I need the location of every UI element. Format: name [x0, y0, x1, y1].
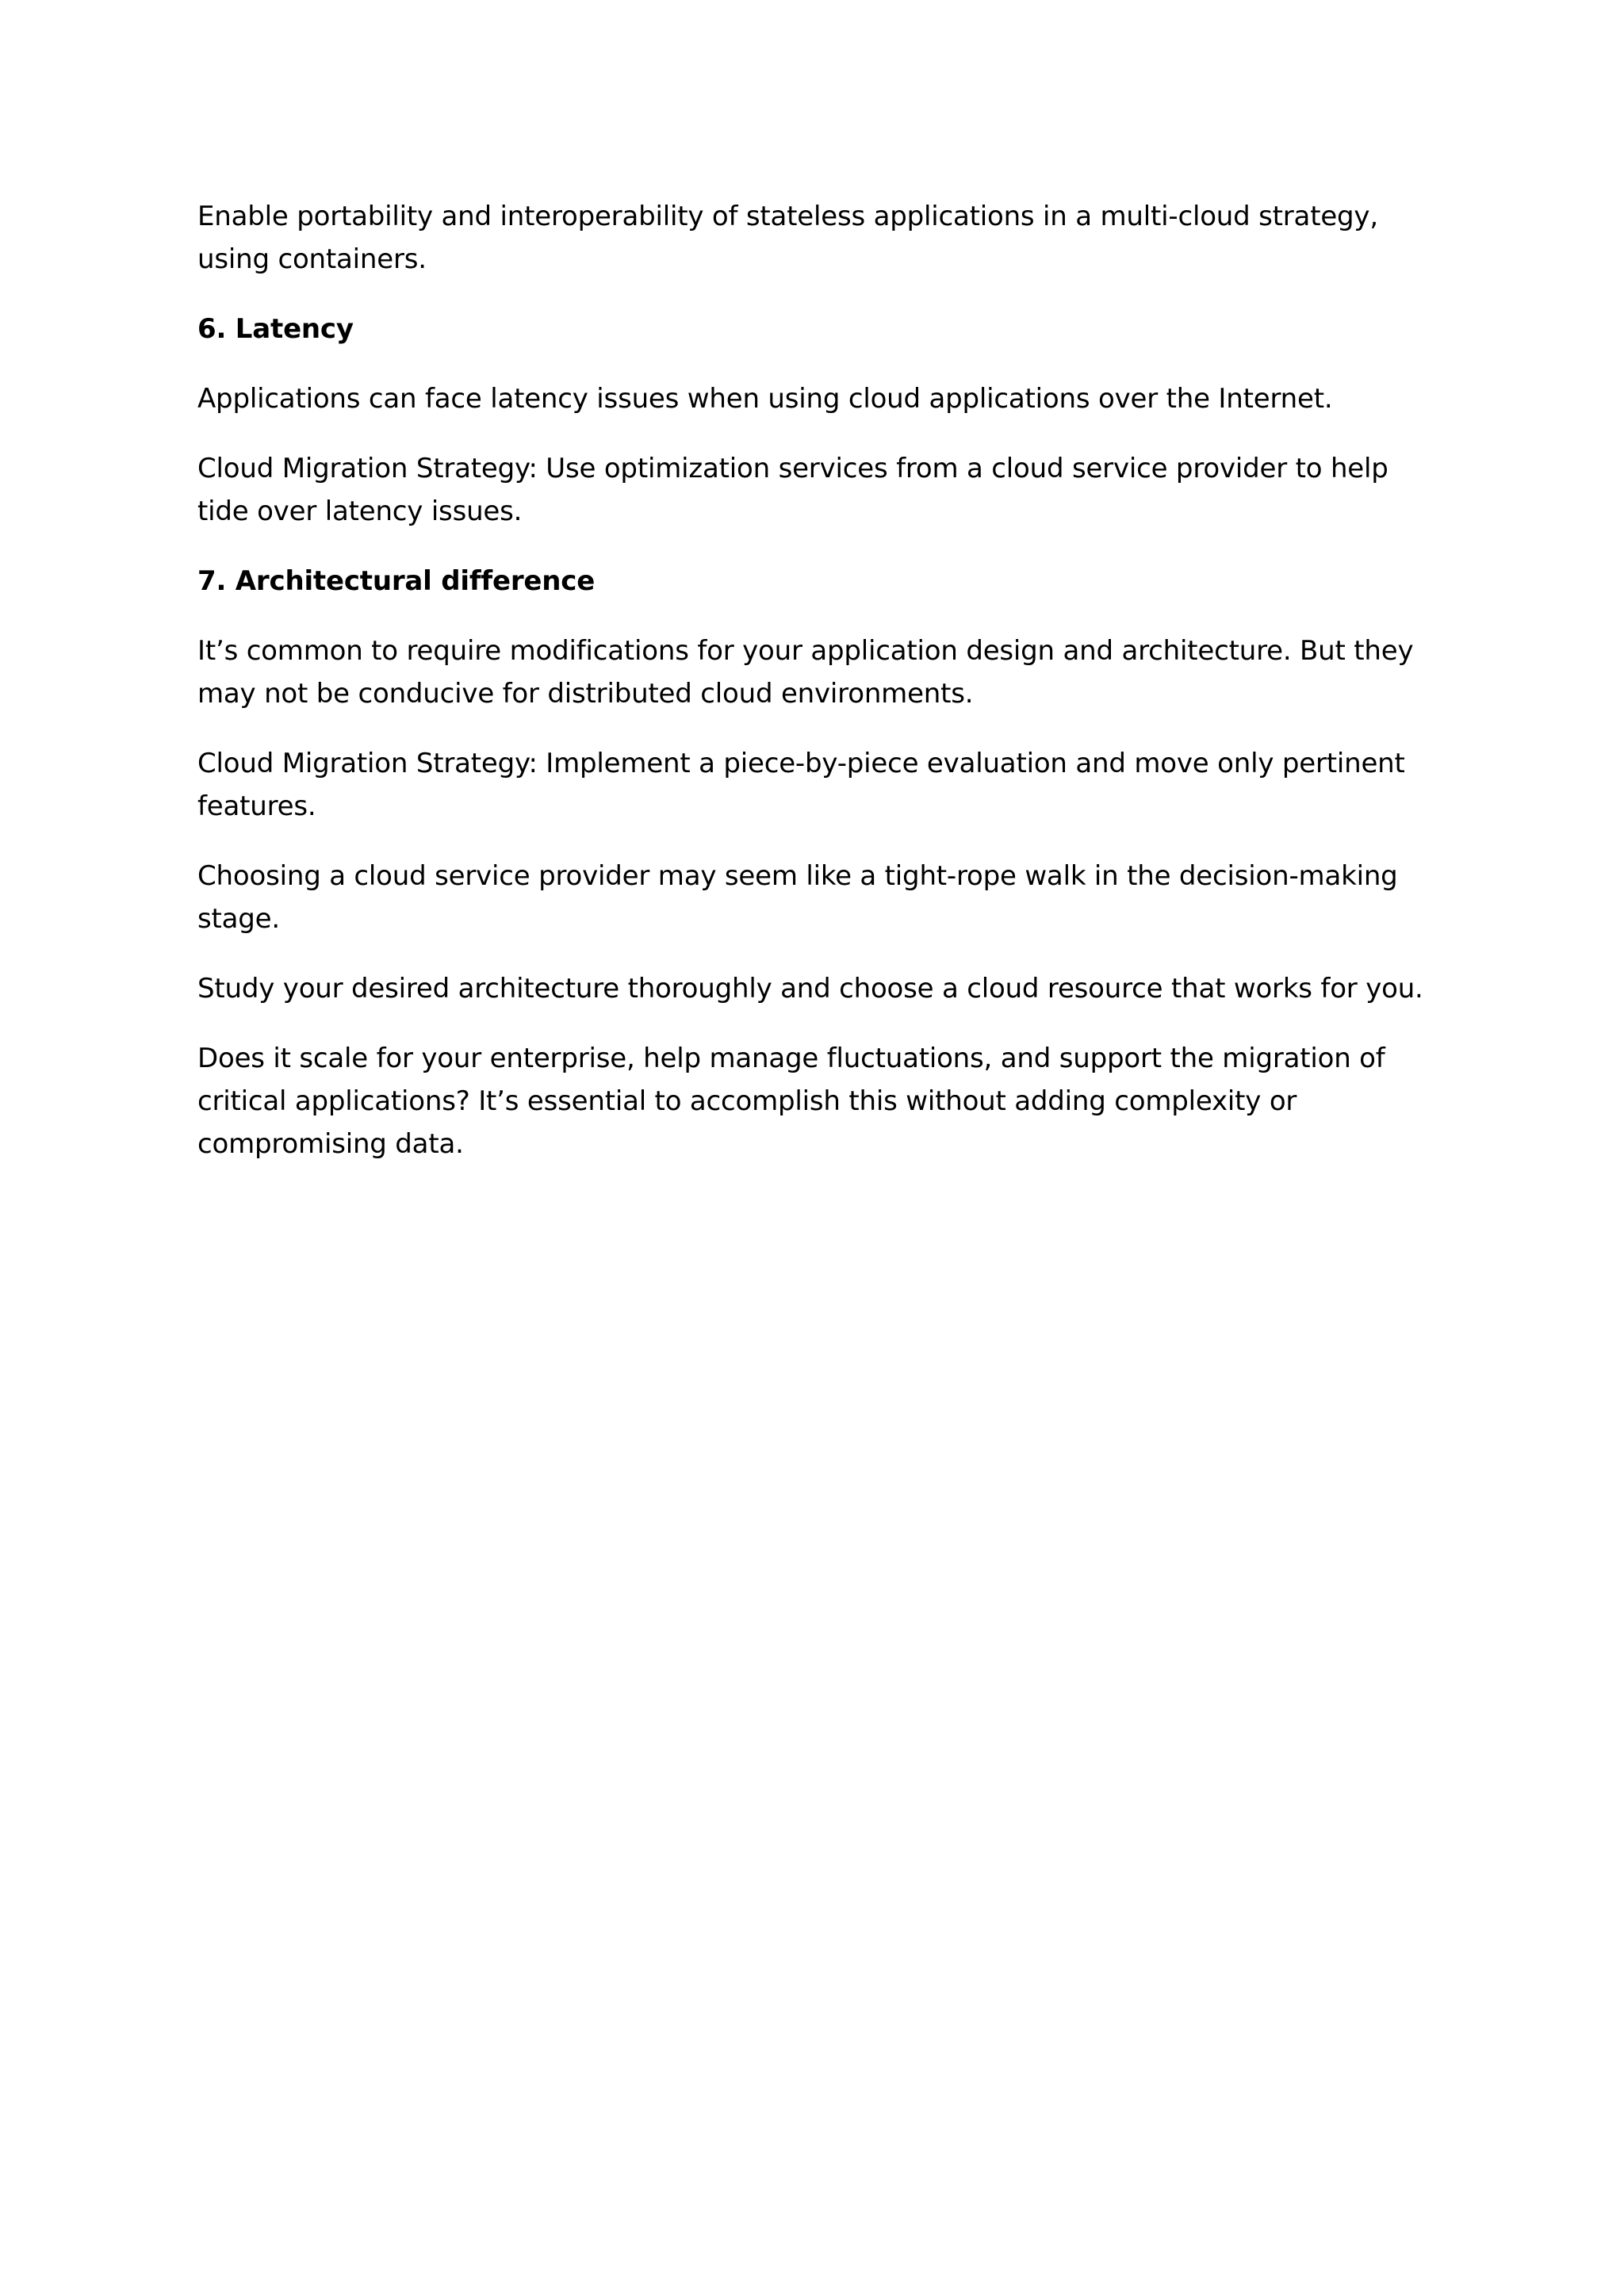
- paragraph-architecture-strategy: Cloud Migration Strategy: Implement a piece-by-piece evaluation and move only pertinent features.: [197, 748, 1405, 822]
- paragraph-architecture-modifications: It’s common to require modifications for your application design and architecture. But they may not be conducive for distributed cloud environments.: [197, 635, 1414, 710]
- paragraph-latency-issues: Applications can face latency issues when using cloud applications over the Internet.: [197, 383, 1333, 415]
- paragraph-scale-question: Does it scale for your enterprise, help manage fluctuations, and support the migration of critical applications? It’s essential to accomplish this without adding complexity or compromising data.: [197, 1043, 1385, 1160]
- paragraph-containers: Enable portability and interoperability of stateless applications in a multi-cloud strategy, using containers.: [197, 201, 1378, 275]
- heading-architectural-difference: 7. Architectural difference: [197, 565, 596, 597]
- paragraph-latency-strategy: Cloud Migration Strategy: Use optimization services from a cloud service provider to help tide over latency issues.: [197, 453, 1388, 527]
- paragraph-study-architecture: Study your desired architecture thoroughly and choose a cloud resource that works for you.: [197, 973, 1423, 1004]
- document-body: [197, 195, 1434, 1192]
- heading-latency: 6. Latency: [197, 313, 354, 345]
- paragraph-choosing-provider: Choosing a cloud service provider may seem like a tight-rope walk in the decision-making stage.: [197, 860, 1398, 935]
